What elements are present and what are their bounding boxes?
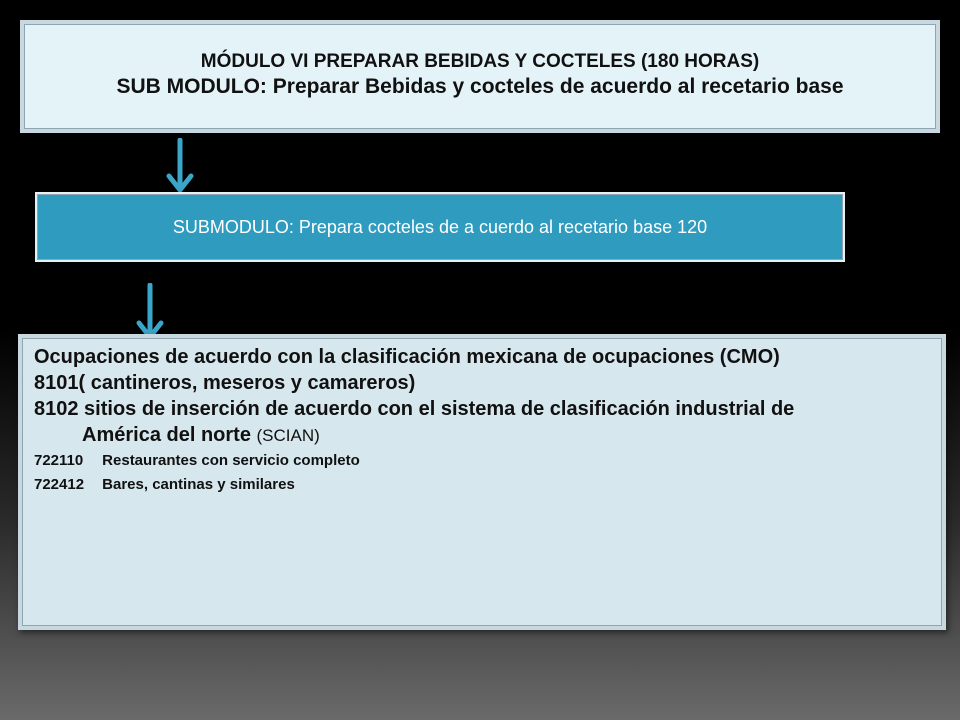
item-label: Bares, cantinas y similares	[102, 476, 295, 493]
item-code: 722412	[34, 476, 85, 493]
list-item	[34, 473, 930, 497]
submodule-title: SUB MODULO: Preparar Bebidas y cocteles de acuerdo al recetario base	[116, 75, 844, 98]
list-item	[34, 449, 930, 473]
down-arrow-icon	[136, 283, 164, 341]
submodule-text: SUBMODULO: Prepara cocteles de a cuerdo al recetario base 120	[172, 216, 708, 237]
scian-code-line: 8102 sitios de inserción de acuerdo con el sistema de clasificación industrial de	[34, 398, 795, 420]
module-title-box	[20, 20, 940, 133]
item-label: Restaurantes con servicio completo	[102, 452, 360, 469]
scian-abbrev: (SCIAN)	[256, 426, 320, 445]
submodule-box	[35, 192, 845, 262]
module-title: MÓDULO VI PREPARAR BEBIDAS Y COCTELES (180 HORAS)	[200, 51, 760, 72]
occupations-box	[18, 334, 946, 630]
scian-region: América del norte	[82, 424, 251, 446]
down-arrow-icon	[166, 138, 194, 194]
item-code: 722110	[34, 452, 84, 469]
scian-continuation	[34, 422, 930, 449]
occupations-heading: Ocupaciones de acuerdo con la clasificación mexicana de ocupaciones (CMO)	[34, 346, 780, 368]
cmo-code-line: 8101( cantineros, meseros y camareros)	[34, 372, 416, 394]
